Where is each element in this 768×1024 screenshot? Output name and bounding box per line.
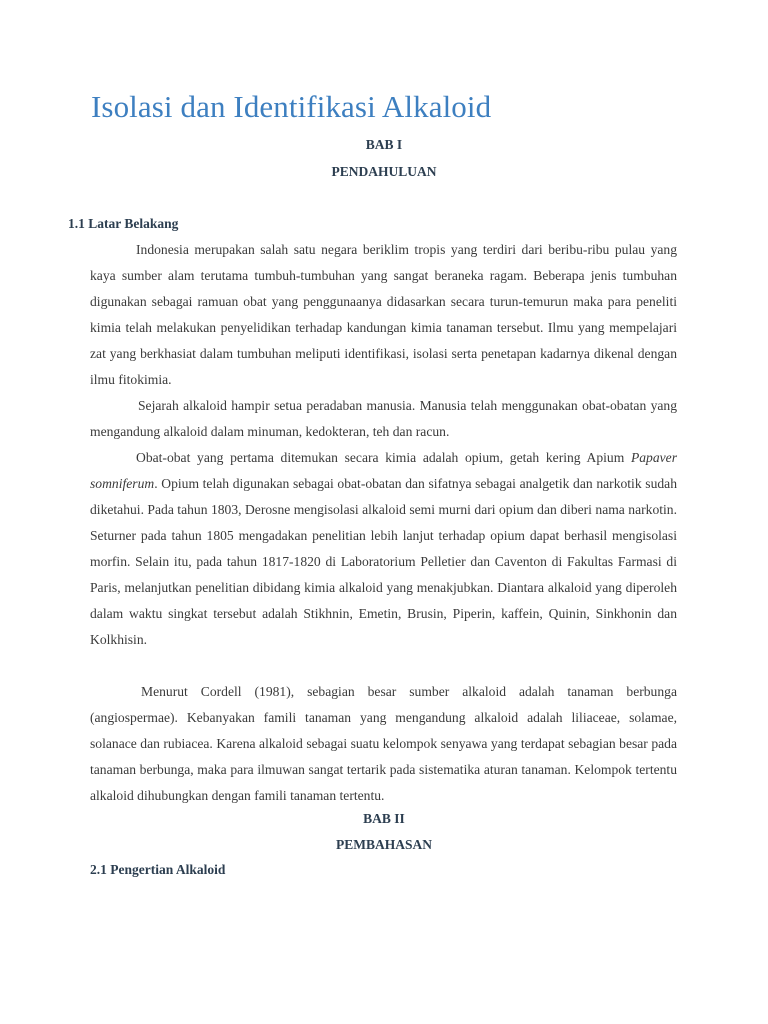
chapter-1-heading: PENDAHULUAN bbox=[331, 164, 437, 179]
paragraph-2: Sejarah alkaloid hampir setua peradaban manusia. Manusia telah menggunakan obat-obatan yang mengandung alkaloid dalam minuman, kedokteran, teh dan racun. bbox=[90, 398, 677, 439]
chapter-1-label: BAB I bbox=[365, 137, 403, 152]
paragraph-1: Indonesia merupakan salah satu negara beriklim tropis yang terdiri dari beribu-ribu pulau yang kaya sumber alam terutama tumbuh-tumbuhan yang sangat beraneka ragam. Beberapa jenis tumbuhan digunakan sebagai ramuan obat yang penggunaanya didasarkan secara turun-temurun maka para peneliti kimia telah melakukan penyelidikan terhadap kandungan kimia tanaman tersebut. Ilmu yang mempelajari zat yang berkhasiat dalam tumbuhan meliputi identifikasi, isolasi serta penetapan kadarnya dikenal dengan ilmu fitokimia. bbox=[90, 242, 677, 387]
chapter-2-label: BAB II bbox=[363, 811, 405, 826]
section-2-1-heading: 2.1 Pengertian Alkaloid bbox=[90, 862, 226, 877]
paragraph-3-text-end: . Opium telah digunakan sebagai obat-obatan dan sifatnya sebagai analgetik dan narkotik sudah diketahui. Pada tahun 1803, Derosne mengisolasi alkaloid semi murni dari opium dan diberi nama narkotin. Seturner pada tahun 1805 mengadakan penelitian lebih lanjut terhadap opium dapat berhasil mengisolasi morfin. Selain itu, pada tahun 1817-1820 di Laboratorium Pelletier dan Caventon di Fakultas Farmasi di Paris, melanjutkan penelitian dibidang kimia alkaloid yang menakjubkan. Diantara alkaloid yang diperoleh dalam waktu singkat tersebut adalah Stikhnin, Emetin, Brusin, Piperin, kaffein, Quinin, Sinkhonin dan Kolkhisin. bbox=[90, 476, 677, 647]
page-title: Isolasi dan Identifikasi Alkaloid bbox=[91, 89, 492, 124]
paragraph-3 bbox=[90, 445, 677, 653]
paragraph-3-text-start: Obat-obat yang pertama ditemukan secara kimia adalah opium, getah kering Apium bbox=[136, 450, 631, 465]
section-1-1-heading: 1.1 Latar Belakang bbox=[68, 216, 179, 231]
species-name: Papaver somniferum bbox=[90, 450, 677, 491]
chapter-2-heading: PEMBAHASAN bbox=[335, 837, 432, 852]
paragraph-4: Menurut Cordell (1981), sebagian besar sumber alkaloid adalah tanaman berbunga (angiospermae). Kebanyakan famili tanaman yang mengandung alkaloid adalah liliaceae, solamae, solanace dan rubiacea. Karena alkaloid sebagai suatu kelompok senyawa yang terdapat sebagian besar pada tanaman berbunga, maka para ilmuwan sangat tertarik pada sistematika aturan tanaman. Kelompok tertentu alkaloid dihubungkan dengan famili tanaman tertentu. bbox=[90, 684, 677, 803]
